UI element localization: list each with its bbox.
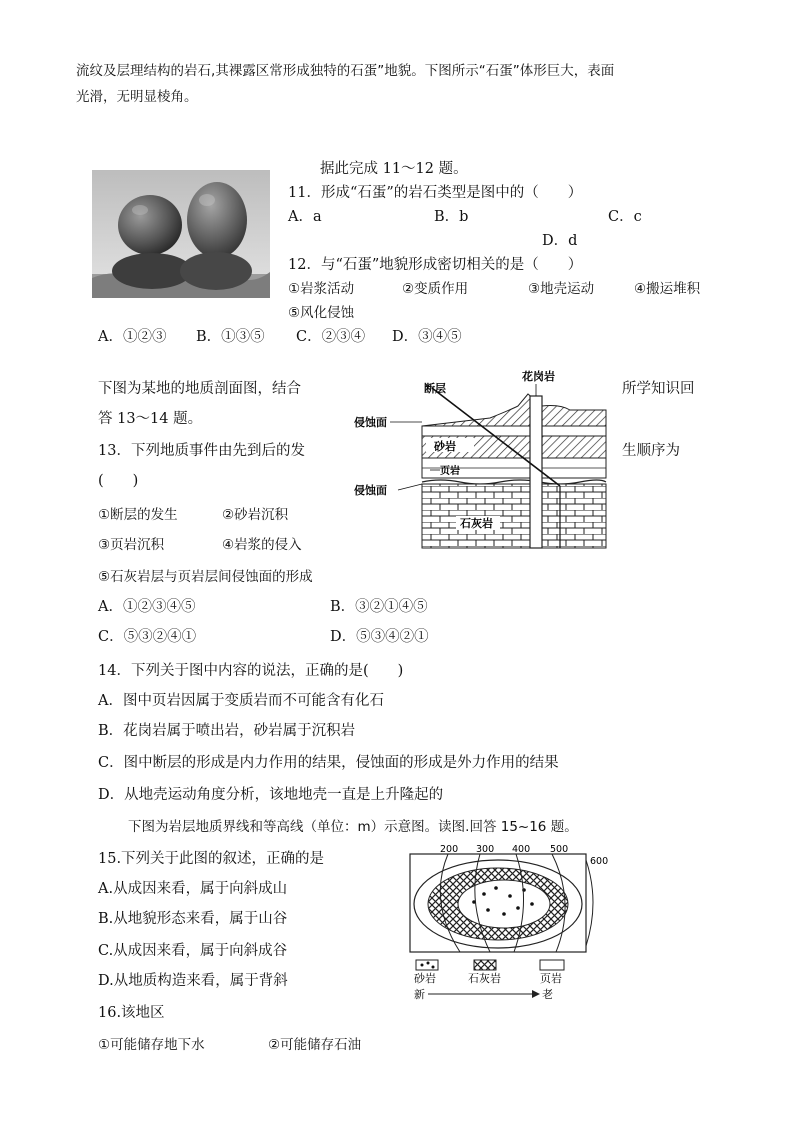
group2-lead-left: 下图为某地的地质剖面图，结合 (98, 381, 301, 397)
q11-option-d: D．d (542, 233, 578, 249)
intro-line-2: 光滑，无明显棱角。 (76, 89, 198, 105)
q13-event-5: ⑤石灰岩层与页岩层间侵蚀面的形成 (98, 569, 313, 585)
label-limestone: 石灰岩 (460, 517, 493, 530)
group2-lead-2: 答 13～14 题。 (98, 411, 203, 427)
q12-item-5: ⑤风化侵蚀 (288, 305, 355, 321)
q15-option-c: C.从成因来看，属于向斜成谷 (98, 943, 288, 959)
q16-item-2: ②可能储存石油 (268, 1037, 362, 1053)
q13-option-a: A．①②③④⑤ (98, 599, 196, 615)
q13-event-3: ③页岩沉积 (98, 537, 165, 553)
q14-option-d: D．从地壳运动角度分析，该地地壳一直是上升隆起的 (98, 787, 444, 803)
q13-option-b: B．③②①④⑤ (330, 599, 428, 615)
contour-400: 400 (512, 844, 531, 855)
group1-lead: 据此完成 11～12 题。 (320, 161, 468, 177)
q14-option-a: A．图中页岩因属于变质岩而不可能含有化石 (98, 693, 384, 709)
contour-600: 600 (590, 856, 609, 867)
strata-contour-figure (404, 842, 624, 1002)
q13-option-d: D．⑤③④②① (330, 629, 429, 645)
legend-limestone: 石灰岩 (468, 972, 501, 985)
q15-option-a: A.从成因来看，属于向斜成山 (98, 881, 288, 897)
q12-option-c: C．②③④ (296, 329, 366, 345)
q11-stem: 11．形成“石蛋”的岩石类型是图中的（ ） (288, 185, 583, 201)
q14-stem: 14．下列关于图中内容的说法，正确的是( ) (98, 663, 404, 679)
q15-stem: 15.下列关于此图的叙述，正确的是 (98, 851, 325, 867)
q12-item-3: ③地壳运动 (528, 281, 595, 297)
q12-item-1: ①岩浆活动 (288, 281, 355, 297)
q13-option-c: C．⑤③②④① (98, 629, 197, 645)
contour-200: 200 (440, 844, 459, 855)
q11-option-c: C．c (608, 209, 642, 225)
q16-item-1: ①可能储存地下水 (98, 1037, 205, 1053)
q15-option-b: B.从地貌形态来看，属于山谷 (98, 911, 288, 927)
q14-option-c: C．图中断层的形成是内力作用的结果，侵蚀面的形成是外力作用的结果 (98, 755, 559, 771)
stone-egg-photo (92, 170, 270, 298)
group2-lead-right: 所学知识回 (622, 381, 695, 397)
label-granite: 花岗岩 (522, 370, 555, 383)
label-erosion-surface-1: 侵蚀面 (354, 416, 387, 429)
q12-stem: 12．与“石蛋”地貌形成密切相关的是（ ） (288, 257, 583, 273)
q13-stem-right: 生顺序为 (622, 443, 680, 459)
q11-option-b: B．b (434, 209, 469, 225)
q13-event-1: ①断层的发生 (98, 507, 178, 523)
geologic-section-figure (350, 366, 618, 556)
q12-option-d: D．③④⑤ (392, 329, 462, 345)
legend-old: 老 (542, 988, 553, 1001)
q13-paren: ( ) (98, 473, 139, 489)
q12-item-4: ④搬运堆积 (634, 281, 701, 297)
contour-500: 500 (550, 844, 569, 855)
intro-line-1: 流纹及层理结构的岩石,其裸露区常形成独特的石蛋”地貌。下图所示“石蛋”体形巨大，表面 (76, 63, 615, 79)
contour-300: 300 (476, 844, 495, 855)
label-fault: 断层 (424, 382, 446, 395)
legend-sandstone: 砂岩 (414, 972, 436, 985)
q13-stem-left: 13．下列地质事件由先到后的发 (98, 443, 305, 459)
q13-event-2: ②砂岩沉积 (222, 507, 289, 523)
q16-stem: 16.该地区 (98, 1005, 165, 1021)
label-erosion-surface-2: 侵蚀面 (354, 484, 387, 497)
q14-option-b: B．花岗岩属于喷出岩，砂岩属于沉积岩 (98, 723, 356, 739)
label-sandstone: 砂岩 (434, 440, 456, 453)
q12-option-a: A．①②③ (98, 329, 167, 345)
q15-option-d: D.从地质构造来看，属于背斜 (98, 973, 288, 989)
legend-new: 新 (414, 988, 425, 1001)
q12-item-2: ②变质作用 (402, 281, 469, 297)
legend-shale: 页岩 (540, 972, 562, 985)
label-shale: 页岩 (440, 466, 460, 477)
q12-option-b: B．①③⑤ (196, 329, 265, 345)
q13-event-4: ④岩浆的侵入 (222, 537, 302, 553)
group3-lead: 下图为岩层地质界线和等高线（单位：m）示意图。读图.回答 15~16 题。 (128, 819, 578, 835)
q11-option-a: A．a (288, 209, 322, 225)
